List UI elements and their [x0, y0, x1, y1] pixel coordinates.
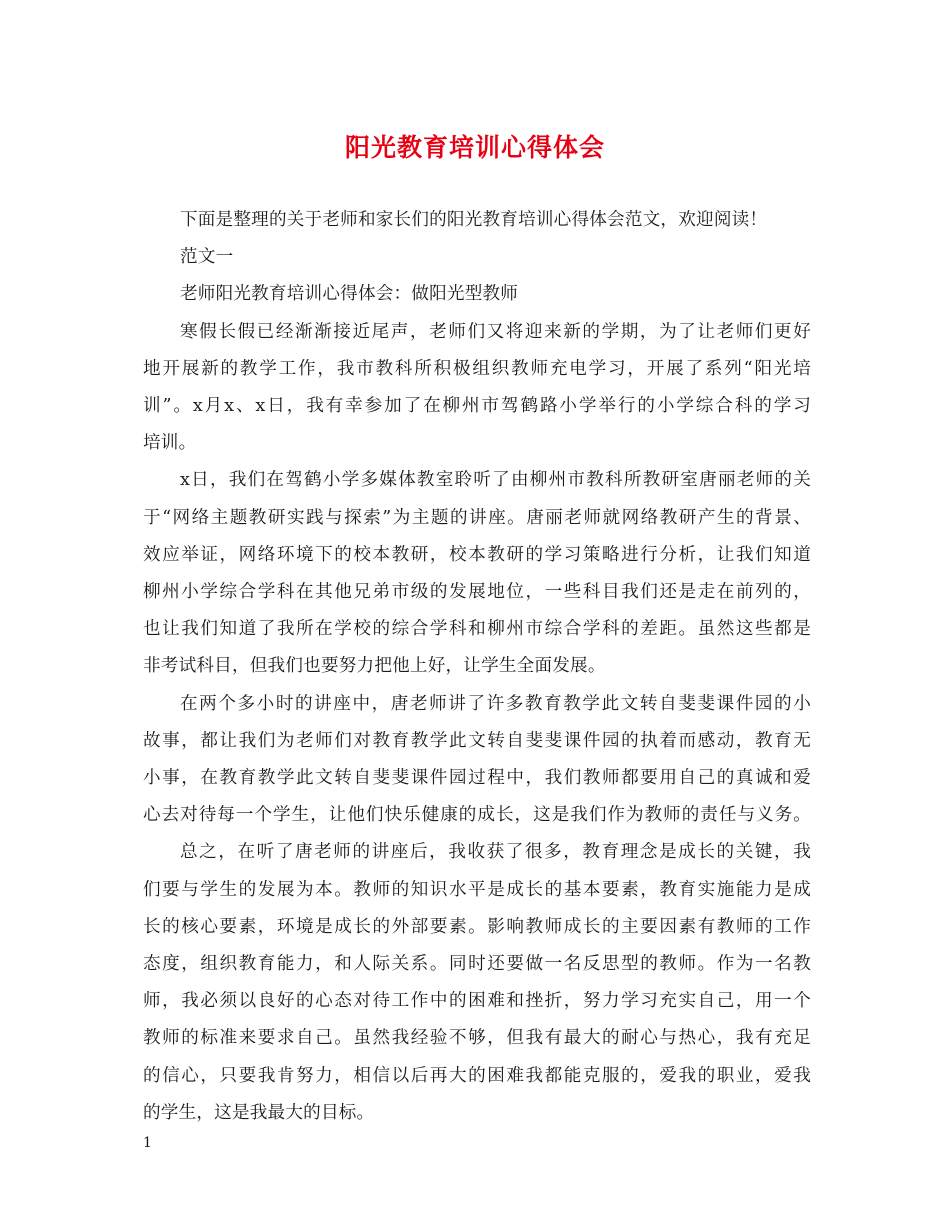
text-line: 小事，在教育教学此文转自斐斐课件园过程中，我们教师都要用自己的真诚和爱 — [143, 768, 811, 789]
text-line: 老师阳光教育培训心得体会：做阳光型教师 — [180, 284, 519, 305]
text-line: 训”。x月x、x日，我有幸参加了在柳州市驾鹤路小学举行的小学综合科的学习 — [143, 396, 811, 417]
text-line: 效应举证，网络环境下的校本教研，校本教研的学习策略进行分析，让我们知道 — [143, 544, 811, 565]
text-line: 培训。 — [143, 433, 197, 454]
text-line: 的信心，只要我肯努力，相信以后再大的困难我都能克服的，爱我的职业，爱我 — [143, 1065, 811, 1086]
text-line: 教师的标准来要求自己。虽然我经验不够，但我有最大的耐心与热心，我有充足 — [143, 1028, 811, 1049]
text-line: 故事，都让我们为老师们对教育教学此文转自斐斐课件园的执着而感动，教育无 — [143, 730, 811, 751]
text-line: 的学生，这是我最大的目标。 — [143, 1102, 375, 1123]
text-line: 下面是整理的关于老师和家长们的阳光教育培训心得体会范文，欢迎阅读！ — [180, 210, 768, 230]
text-line: 在两个多小时的讲座中，唐老师讲了许多教育教学此文转自斐斐课件园的小 — [180, 693, 811, 714]
text-line: 长的核心要素，环境是成长的外部要素。影响教师成长的主要因素有教师的工作 — [143, 916, 811, 937]
document-body — [143, 202, 811, 1132]
text-line: 范文一 — [180, 247, 234, 268]
document-title: 阳光教育培训心得体会 — [344, 133, 605, 162]
text-line: 心去对待每一个学生，让他们快乐健康的成长，这是我们作为教师的责任与义务。 — [143, 805, 811, 826]
text-line: 柳州小学综合学科在其他兄弟市级的发展地位，一些科目我们还是走在前列的， — [143, 582, 811, 603]
text-line: 们要与学生的发展为本。教师的知识水平是成长的基本要素，教育实施能力是成 — [143, 879, 811, 900]
text-line: 寒假长假已经渐渐接近尾声，老师们又将迎来新的学期，为了让老师们更好 — [180, 321, 811, 342]
text-line: 于“网络主题教研实践与探索”为主题的讲座。唐丽老师就网络教研产生的背景、 — [143, 507, 811, 528]
text-line: 地开展新的教学工作，我市教科所积极组织教师充电学习，开展了系列“阳光培 — [143, 358, 811, 379]
text-line: 非考试科目，但我们也要努力把他上好，让学生全面发展。 — [143, 656, 606, 677]
text-line: 态度，组织教育能力，和人际关系。同时还要做一名反思型的教师。作为一名教 — [143, 954, 811, 975]
page-number: 1 — [143, 1135, 152, 1151]
text-line: 师，我必须以良好的心态对待工作中的困难和挫折，努力学习充实自己，用一个 — [143, 991, 811, 1012]
text-line: 总之，在听了唐老师的讲座后，我收获了很多，教育理念是成长的关键，我 — [180, 842, 811, 863]
text-line: x日，我们在驾鹤小学多媒体教室聆听了由柳州市教科所教研室唐丽老师的关 — [180, 470, 811, 491]
text-line: 也让我们知道了我所在学校的综合学科和柳州市综合学科的差距。虽然这些都是 — [143, 619, 811, 640]
